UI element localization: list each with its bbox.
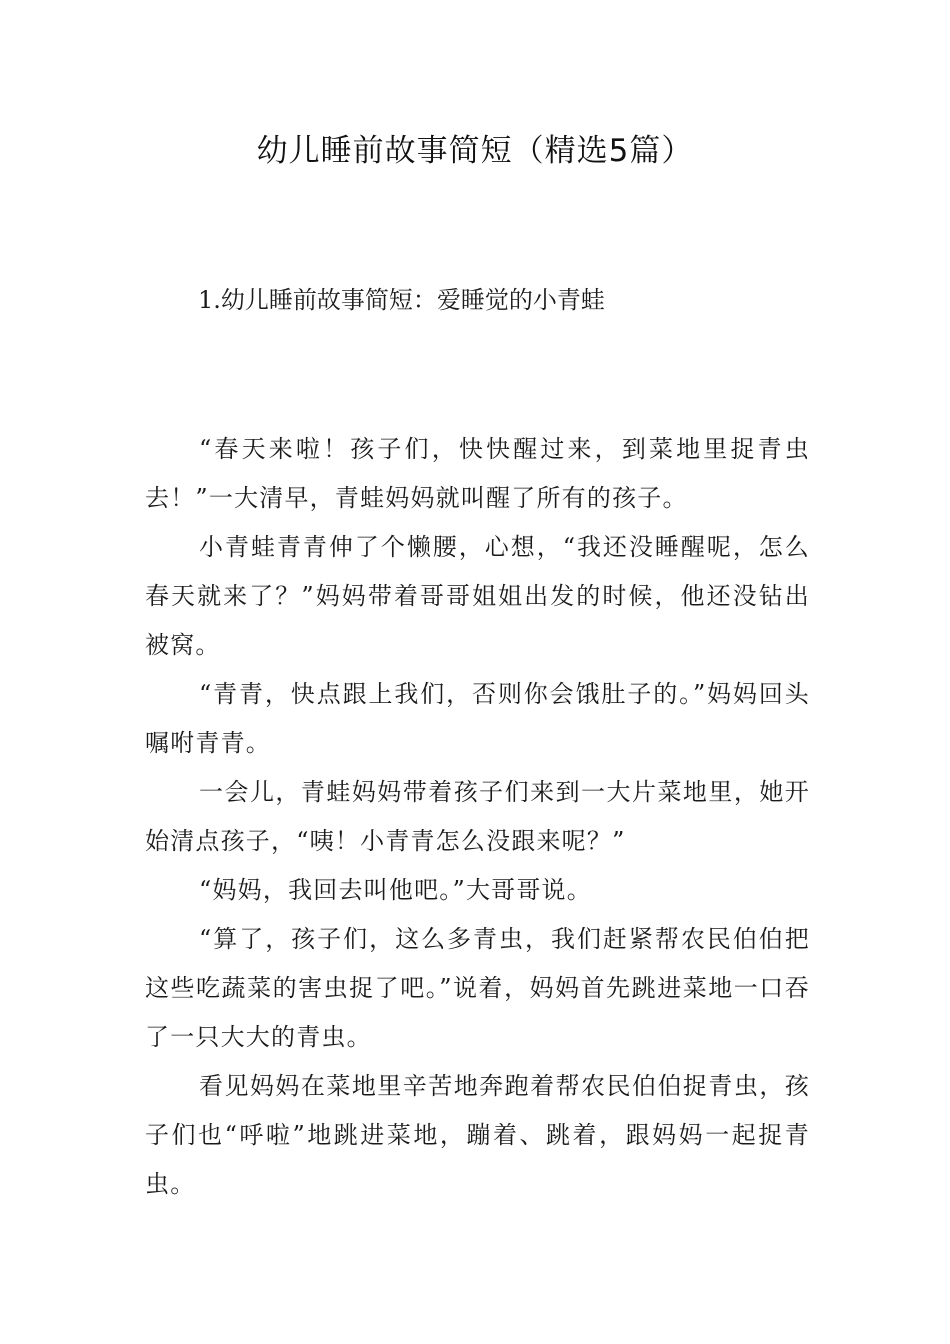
section-heading: 1.幼儿睡前故事简短：爱睡觉的小青蛙 — [198, 286, 605, 314]
story-paragraph: “青青，快点跟上我们，否则你会饿肚子的。”妈妈回头嘱咐青青。 — [145, 680, 810, 757]
story-paragraph: 一会儿，青蛙妈妈带着孩子们来到一大片菜地里，她开始清点孩子，“咦！小青青怎么没跟来呢？” — [145, 778, 810, 855]
story-paragraph: “妈妈，我回去叫他吧。”大哥哥说。 — [199, 876, 592, 904]
story-paragraph: “算了，孩子们，这么多青虫，我们赶紧帮农民伯伯把这些吃蔬菜的害虫捉了吧。”说着，妈妈首先跳进菜地一口吞了一只大大的青虫。 — [145, 925, 810, 1051]
story-paragraph: “春天来啦！孩子们，快快醒过来，到菜地里捉青虫去！”一大清早，青蛙妈妈就叫醒了所有的孩子。 — [145, 435, 810, 512]
document-title: 幼儿睡前故事简短（精选5篇） — [256, 133, 694, 169]
story-paragraph: 看见妈妈在菜地里辛苦地奔跑着帮农民伯伯捉青虫，孩子们也“呼啦”地跳进菜地，蹦着、跳着，跟妈妈一起捉青虫。 — [145, 1072, 810, 1198]
story-body — [145, 425, 810, 1209]
story-paragraph: 小青蛙青青伸了个懒腰，心想，“我还没睡醒呢，怎么春天就来了？”妈妈带着哥哥姐姐出发的时候，他还没钻出被窝。 — [145, 533, 810, 659]
